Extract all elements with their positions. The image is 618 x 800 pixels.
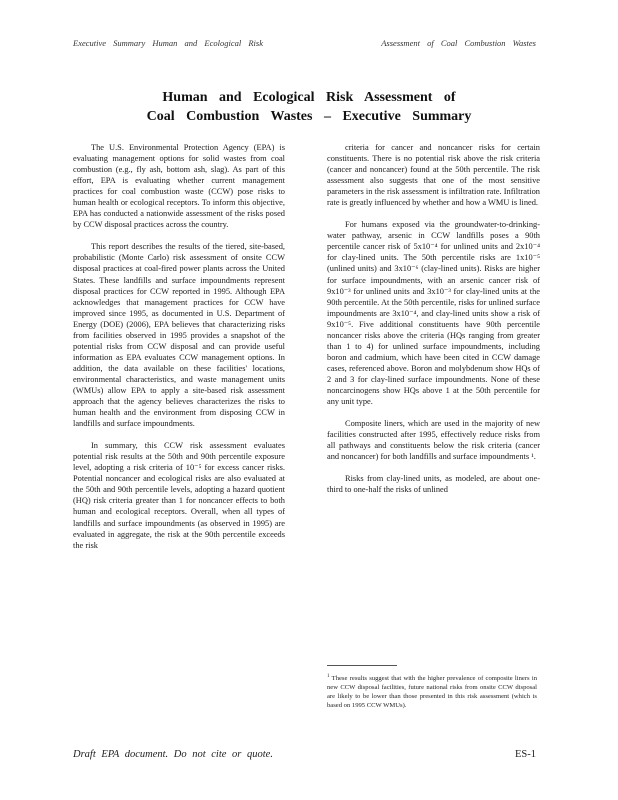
running-header-right: Assessment of Coal Combustion Wastes: [381, 38, 536, 48]
page-number: ES-1: [515, 749, 536, 760]
paragraph-intro: The U.S. Environmental Protection Agency (EPA) is evaluating management options for solid wastes from coal combustion (e.g., fly ash, bottom ash, slag). As part of this effort, EPA is evaluating whether current management practices for coal combustion waste (CCW) pose risks to human health or ecological receptors. To inform this objective, EPA has conducted a nationwide assessment of the risks posed by CCW disposal practices across the country.: [73, 143, 285, 230]
paragraph-risk-criteria: criteria for cancer and noncancer risks for certain constituents. There is no potential risk above the risk criteria (cancer and noncancer) found at the 50th percentile. The risk assessment also suggests that one of the most sensitive parameters in the risk assessment is infiltration rate. Infiltration rate is greatly influenced by whether and how a WMU is lined.: [327, 143, 540, 208]
paragraph-summary: In summary, this CCW risk assessment evaluates potential risk results at the 50th and 90th percentile exposure level, adopting a risk criteria of 10⁻⁵ for excess cancer risks. Potential noncancer and ecological risks are also evaluated at the 50th and 90th percentile levels, adopting a hazard quotient (HQ) risk criteria greater than 1 for noncancer effects to both human and ecological receptors. Overall, when all types of landfills and surface impoundments (as observed in 1995) are evaluated in aggregate, the risk at the 90th percentile exceeds the risk: [73, 441, 285, 550]
title-line-1: Human and Ecological Risk Assessment of: [162, 90, 456, 105]
footnote-text: These results suggest that with the higher prevalence of composite liners in new CCW disposal facilities, future national risks from onsite CCW disposal are likely to be lower than those presented in this risk assessment (which is based on 1995 CCW WMUs).: [327, 675, 537, 710]
paragraph-report-description: This report describes the results of the tiered, site-based, probabilistic (Monte Carlo) risk assessment of onsite CCW disposal practices at coal-fired power plants across the United States. These landfills and surface impoundments represent disposal practices for CCW reported in 1995. Although EPA acknowledges that management practices for CCW have improved since 1995, as documented in U.S. Department of Energy (DOE) (2006), EPA believes that characterizing risks from facilities observed in 1995 provides a snapshot of the potential risks from CCW disposal and can provide useful information as EPA evaluates CCW management options. In addition, the data available on these facilities' locations, environmental characteristics, and waste management units (WMUs) allow EPA to apply a site-based risk assessment approach that the agency believes characterizes the risks to human health and the environment from disposing CCW in landfills and surface impoundments.: [73, 242, 285, 429]
title-line-2: Coal Combustion Wastes – Executive Summary: [146, 109, 472, 124]
document-title: [80, 88, 538, 126]
running-header: [73, 38, 536, 48]
left-column: [73, 142, 285, 562]
page-footer: [73, 749, 536, 760]
footnote-divider: [327, 665, 397, 666]
paragraph-groundwater-pathway: For humans exposed via the groundwater-to-drinking-water pathway, arsenic in CCW landfills poses a 90th percentile cancer risk of 5x10⁻⁴ for unlined units and 2x10⁻⁴ for clay-lined units. The 50th percentile risks are 1x10⁻⁵ (unlined units) and 3x10⁻⁶ (clay-lined units). Risks are higher for surface impoundments, with an arsenic cancer risk of 9x10⁻³ for unlined units and 3x10⁻³ for clay-lined units at the 90th percentile. At the 50th percentile, risks for unlined surface impoundments are 3x10⁻⁴, and clay-lined units show a risk of 9x10⁻⁵. Five additional constituents have 90th percentile noncancer risks above the criteria (HQs ranging from greater than 1 to 4) for unlined surface impoundments, including boron and cadmium, which have been cited in CCW damage cases, referenced above. Boron and molybdenum show HQs of 2 and 3 for clay-lined surface impoundments. None of these noncarcinogens show HQs above 1 at the 50th percentile for any unit type.: [327, 220, 540, 407]
draft-notice: Draft EPA document. Do not cite or quote.: [73, 749, 273, 760]
right-column: [327, 142, 540, 506]
footnote-marker: 1: [327, 674, 330, 679]
running-header-left: Executive Summary Human and Ecological Risk: [73, 38, 263, 48]
paragraph-composite-liners: Composite liners, which are used in the majority of new facilities constructed after 1995, effectively reduce risks from all pathways and constituents below the risk criteria (cancer and noncancer) for both landfills and surface impoundments ¹.: [327, 419, 540, 462]
footnote: [327, 672, 537, 710]
paragraph-clay-lined-units: Risks from clay-lined units, as modeled, are about one-third to one-half the risks of unlined: [327, 474, 540, 495]
